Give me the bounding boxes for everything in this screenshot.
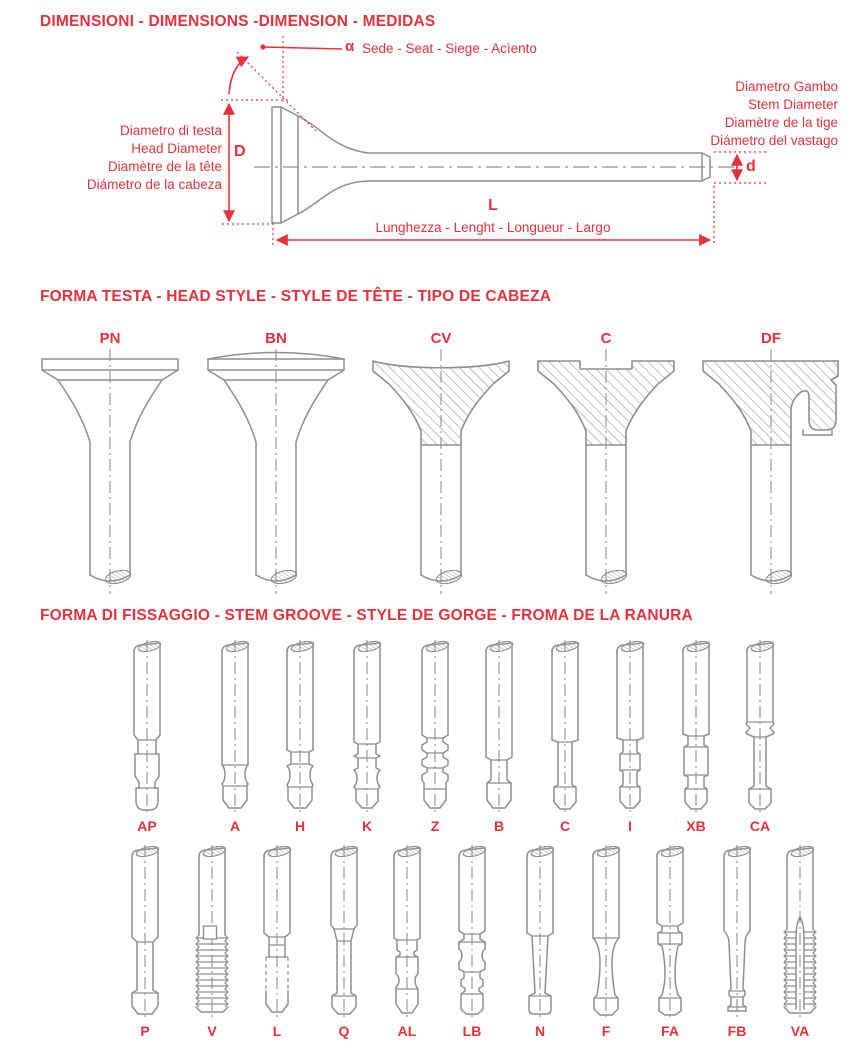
stem-groove-drawing-fa (636, 843, 704, 1018)
stem-groove-label: N (534, 1023, 546, 1039)
head-style-label: C (600, 330, 612, 347)
stem-groove-label: A (229, 818, 241, 834)
head-style-drawing-df (689, 347, 853, 597)
stem-groove-figure-al (373, 843, 441, 1039)
stem-diameter-label (598, 78, 838, 150)
stem-groove-drawing-l (243, 843, 311, 1018)
stem-diameter-symbol: d (746, 158, 756, 175)
stem-groove-figure-f (572, 843, 640, 1039)
stem-groove-figure-n (506, 843, 574, 1039)
stem-groove-drawing-n (506, 843, 574, 1018)
stem-groove-drawing-f (572, 843, 640, 1018)
stem-groove-drawing-q (310, 843, 378, 1018)
stem-groove-figure-q (310, 843, 378, 1039)
stem-groove-figure-va (766, 843, 834, 1039)
stem-groove-figure-b (465, 638, 533, 834)
stem-groove-figure-lb (438, 843, 506, 1039)
stem-groove-label: FB (727, 1023, 747, 1039)
head-diameter-line: Diametro di testa (119, 123, 222, 138)
stem-groove-label: C (559, 818, 571, 834)
stem-groove-figure-h (266, 638, 334, 834)
stem-diameter-line: Diamètre de la tige (724, 115, 838, 130)
head-style-drawing-cv (359, 347, 523, 597)
stem-diameter-line: Diametro Gambo (735, 79, 838, 94)
stem-groove-section-title: FORMA DI FISSAGGIO - STEM GROOVE - STYLE DE GORGE - FROMA DE LA RANURA (40, 607, 693, 624)
head-style-label: BN (265, 330, 287, 347)
head-style-drawing-c (524, 347, 688, 597)
stem-groove-drawing-k (333, 638, 401, 813)
head-style-figure-pn (28, 330, 192, 597)
stem-groove-drawing-lb (438, 843, 506, 1018)
head-style-label: CV (430, 330, 452, 347)
stem-groove-drawing-a (201, 638, 269, 813)
head-style-figure-c (524, 330, 688, 597)
head-style-label: PN (99, 330, 121, 347)
stem-groove-label: VA (790, 1023, 810, 1039)
stem-groove-drawing-i (596, 638, 664, 813)
stem-groove-label: L (272, 1023, 282, 1039)
head-diameter-symbol: D (234, 143, 246, 160)
dimensions-section-title: DIMENSIONI - DIMENSIONS -DIMENSION - MEDIDAS (40, 13, 436, 30)
stem-groove-label: CA (749, 818, 771, 834)
stem-groove-drawing-xb (662, 638, 730, 813)
stem-groove-figure-c (531, 638, 599, 834)
stem-groove-drawing-h (266, 638, 334, 813)
head-style-drawing-bn (194, 347, 358, 597)
stem-groove-figure-fa (636, 843, 704, 1039)
head-diameter-label (36, 122, 222, 194)
stem-groove-drawing-p (111, 843, 179, 1018)
stem-groove-label: H (294, 818, 306, 834)
stem-groove-label: LB (462, 1023, 482, 1039)
stem-diameter-line: Diámetro del vastago (710, 133, 838, 148)
stem-groove-drawing-ap (113, 638, 181, 813)
stem-groove-label: F (601, 1023, 611, 1039)
seat-label: Sede - Seat - Siege - Acìento (362, 41, 537, 56)
stem-groove-drawing-v (178, 843, 246, 1018)
head-style-section-title: FORMA TESTA - HEAD STYLE - STYLE DE TÊTE - TIPO DE CABEZA (40, 288, 552, 305)
length-symbol: L (488, 197, 498, 214)
stem-groove-figure-v (178, 843, 246, 1039)
stem-groove-label: I (628, 818, 632, 834)
stem-groove-figure-i (596, 638, 664, 834)
stem-groove-figure-ap (113, 638, 181, 834)
stem-groove-drawing-z (401, 638, 469, 813)
head-diameter-line: Diámetro de la cabeza (86, 177, 222, 192)
stem-groove-figure-fb (703, 843, 771, 1039)
stem-groove-label: K (361, 818, 373, 834)
stem-groove-figure-k (333, 638, 401, 834)
stem-groove-drawing-va (766, 843, 834, 1018)
stem-groove-label: P (140, 1023, 150, 1039)
stem-groove-label: Q (338, 1023, 350, 1039)
stem-groove-label: B (493, 818, 505, 834)
stem-groove-drawing-fb (703, 843, 771, 1018)
stem-diameter-line: Stem Diameter (747, 97, 838, 112)
stem-groove-drawing-al (373, 843, 441, 1018)
head-diameter-line: Diamètre de la tête (107, 159, 222, 174)
length-label: Lunghezza - Lenght - Longueur - Largo (375, 220, 611, 235)
head-style-label: DF (761, 330, 781, 347)
stem-groove-label: V (207, 1023, 217, 1039)
stem-groove-label: AL (397, 1023, 417, 1039)
stem-groove-figure-z (401, 638, 469, 834)
stem-groove-label: FA (661, 1023, 679, 1039)
stem-groove-drawing-c (531, 638, 599, 813)
stem-groove-label: AP (137, 818, 157, 834)
stem-groove-figure-ca (726, 638, 794, 834)
stem-groove-figure-p (111, 843, 179, 1039)
head-style-figure-df (689, 330, 853, 597)
stem-groove-figure-a (201, 638, 269, 834)
stem-groove-drawing-b (465, 638, 533, 813)
head-style-figure-cv (359, 330, 523, 597)
stem-groove-figure-l (243, 843, 311, 1039)
stem-groove-drawing-ca (726, 638, 794, 813)
head-diameter-line: Head Diameter (131, 141, 222, 156)
stem-groove-figure-xb (662, 638, 730, 834)
seat-angle-symbol: α (345, 38, 355, 55)
stem-groove-label: Z (430, 818, 440, 834)
stem-groove-label: XB (686, 818, 706, 834)
head-style-drawing-pn (28, 347, 192, 597)
head-style-figure-bn (194, 330, 358, 597)
